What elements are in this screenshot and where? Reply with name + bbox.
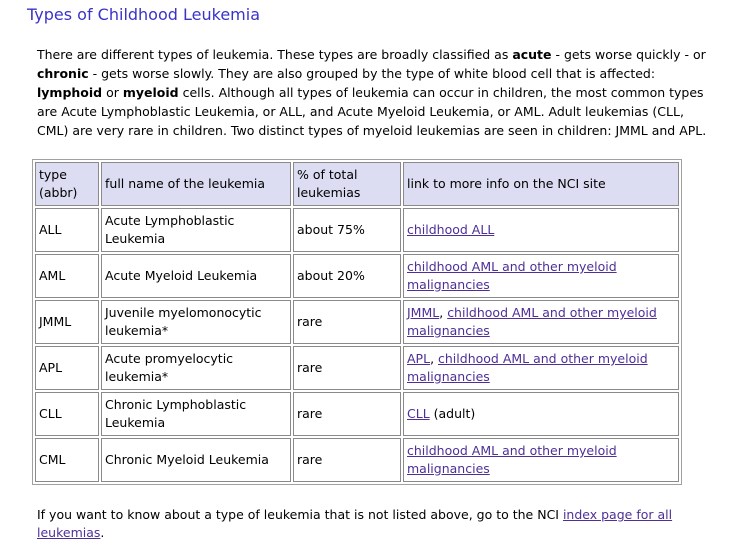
cell-full-name: Chronic Lymphoblastic Leukemia — [101, 392, 291, 436]
cell-abbr: JMML — [35, 300, 99, 344]
intro-text-5: cells. Although all types of leukemia can occur in children, the most common types are Acute Lymphoblastic Leukemia, or ALL, and Acute Myeloid Leukemia, or AML. Adult leukemias (CLL, CML) are very rare in children. Two distinct types of myeloid leukemias are seen in children: JMML and APL. — [37, 85, 707, 138]
cell-links — [403, 254, 679, 298]
intro-lymphoid-term: lymphoid — [37, 85, 103, 100]
cell-abbr: CLL — [35, 392, 99, 436]
cell-abbr: AML — [35, 254, 99, 298]
nci-link[interactable]: JMML — [407, 305, 440, 320]
cell-abbr: APL — [35, 346, 99, 390]
table-row — [35, 254, 679, 298]
table-row — [35, 208, 679, 252]
cell-full-name: Chronic Myeloid Leukemia — [101, 438, 291, 482]
intro-text-1: There are different types of leukemia. These types are broadly classified as — [37, 47, 513, 62]
cell-links — [403, 438, 679, 482]
table-row — [35, 346, 679, 390]
nci-link[interactable]: childhood AML and other myeloid malignancies — [407, 259, 617, 292]
header-type: type (abbr) — [35, 162, 99, 206]
page-title: Types of Childhood Leukemia — [27, 5, 260, 24]
header-link: link to more info on the NCI site — [403, 162, 679, 206]
cell-abbr: ALL — [35, 208, 99, 252]
cell-full-name: Juvenile myelomonocytic leukemia* — [101, 300, 291, 344]
leukemia-types-table — [32, 159, 682, 485]
cell-full-name: Acute Lymphoblastic Leukemia — [101, 208, 291, 252]
nci-link[interactable]: childhood AML and other myeloid malignancies — [407, 351, 648, 384]
header-full-name: full name of the leukemia — [101, 162, 291, 206]
nci-link[interactable]: childhood AML and other myeloid malignancies — [407, 305, 657, 338]
header-percent: % of total leukemias — [293, 162, 401, 206]
footer-text: If you want to know about a type of leukemia that is not listed above, go to the NCI — [37, 507, 563, 522]
table-row — [35, 438, 679, 482]
cell-percent: about 20% — [293, 254, 401, 298]
link-suffix: (adult) — [429, 406, 476, 421]
intro-myeloid-term: myeloid — [122, 85, 179, 100]
intro-chronic-term: chronic — [37, 66, 89, 81]
nci-link[interactable]: childhood AML and other myeloid malignancies — [407, 443, 617, 476]
cell-percent: rare — [293, 300, 401, 344]
cell-abbr: CML — [35, 438, 99, 482]
cell-links — [403, 346, 679, 390]
cell-links — [403, 392, 679, 436]
nci-link[interactable]: APL — [407, 351, 431, 366]
intro-acute-term: acute — [512, 47, 552, 62]
cell-percent: about 75% — [293, 208, 401, 252]
cell-full-name: Acute Myeloid Leukemia — [101, 254, 291, 298]
cell-percent: rare — [293, 392, 401, 436]
intro-text-4: or — [102, 85, 123, 100]
intro-text-2: - gets worse quickly - or — [551, 47, 706, 62]
link-separator: , — [430, 351, 439, 366]
cell-links — [403, 208, 679, 252]
intro-text-3: - gets worse slowly. They are also grouped by the type of white blood cell that is affected: — [88, 66, 656, 81]
cell-full-name: Acute promyelocytic leukemia* — [101, 346, 291, 390]
nci-link[interactable]: childhood ALL — [407, 222, 495, 237]
footer-end: . — [100, 525, 105, 540]
cell-links — [403, 300, 679, 344]
cell-percent: rare — [293, 346, 401, 390]
table-row — [35, 300, 679, 344]
cell-percent: rare — [293, 438, 401, 482]
intro-paragraph — [37, 45, 717, 140]
table-row — [35, 392, 679, 436]
index-page-link[interactable]: index page for all leukemias — [37, 507, 673, 540]
table-header-row — [35, 162, 679, 206]
footer-paragraph — [37, 506, 717, 542]
nci-link[interactable]: CLL — [407, 406, 430, 421]
link-separator: , — [439, 305, 448, 320]
